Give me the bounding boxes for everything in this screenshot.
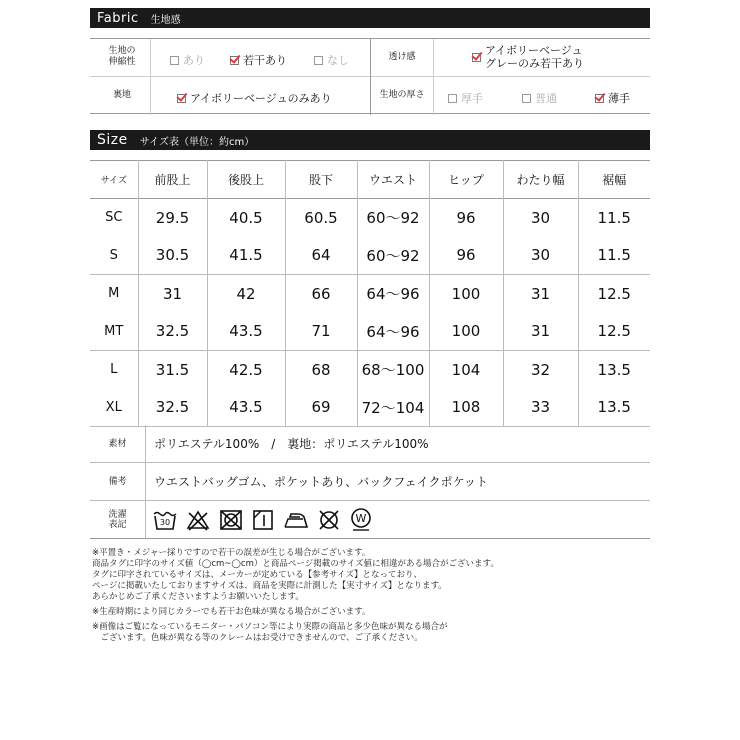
care-label: [90, 501, 146, 538]
thickness-label: 生地の厚さ: [379, 90, 425, 100]
divider: [433, 77, 434, 115]
measurement-cell: 64～96: [357, 275, 429, 313]
stretch-option-no: [314, 52, 349, 68]
size-name-cell: S: [90, 237, 138, 275]
size-name-cell: L: [90, 351, 138, 389]
column-header: ウエスト: [357, 161, 429, 199]
measurement-cell: 32.5: [138, 389, 207, 427]
checked-checkbox-icon: [177, 94, 186, 103]
table-row: [90, 313, 650, 351]
stretch-label-line1: 生地の: [108, 46, 136, 56]
divider: [433, 39, 434, 77]
stretch-label-line2: 伸縮性: [108, 57, 136, 67]
table-row: [90, 351, 650, 389]
measurement-cell: 42: [207, 275, 285, 313]
care-icons: [146, 506, 374, 534]
stretch-option-slight-label: 若干あり: [243, 54, 287, 67]
measurement-cell: 42.5: [207, 351, 285, 389]
table-row: [90, 275, 650, 313]
size-table-header-row: [90, 161, 650, 199]
measurement-cell: 43.5: [207, 389, 285, 427]
column-header: ヒップ: [429, 161, 503, 199]
measurement-cell: 108: [429, 389, 503, 427]
size-name-cell: SC: [90, 199, 138, 237]
measurement-cell: 30: [503, 199, 578, 237]
thickness-option-thin: [595, 90, 630, 106]
checkbox-icon: [314, 56, 323, 65]
stretch-option-no-label: なし: [327, 54, 349, 67]
measurement-cell: 33: [503, 389, 578, 427]
size-name-cell: XL: [90, 389, 138, 427]
column-header: わたり幅: [503, 161, 578, 199]
lining-value-text: アイボリーベージュのみあり: [190, 92, 332, 105]
measurement-cell: 11.5: [597, 246, 631, 265]
checkbox-icon: [448, 94, 457, 103]
measurement-cell: 29.5: [138, 199, 207, 237]
table-row: [90, 389, 650, 427]
measurement-cell: 30.5: [138, 237, 207, 275]
care-row: [90, 501, 650, 539]
measurement-cell: 100: [429, 313, 503, 351]
lining-value: [177, 90, 332, 106]
measurement-cell: 43.5: [207, 313, 285, 351]
measurement-cell: 100: [429, 275, 503, 313]
checkbox-icon: [170, 56, 179, 65]
sheer-value-line2: グレーのみ若干あり: [485, 57, 584, 70]
care-label-line2: 表記: [108, 519, 127, 530]
footnote: ※平置き・メジャー採りですので若干の誤差が生じる場合がございます。: [92, 548, 371, 558]
column-header: サイズ: [90, 161, 138, 199]
measurement-cell: 71: [285, 313, 357, 351]
measurement-cell: 60～92: [357, 237, 429, 275]
footnote: ※生産時期により同じカラーでも若干お色味が異なる場合がございます。: [92, 607, 371, 617]
checked-checkbox-icon: [230, 56, 239, 65]
material-row: [90, 425, 650, 463]
sheer-label: 透け感: [388, 52, 416, 62]
measurement-cell: 32: [503, 351, 578, 389]
thickness-option-thin-label: 薄手: [608, 92, 630, 105]
measurement-cell: 68～100: [357, 351, 429, 389]
size-name-cell: MT: [90, 313, 138, 351]
footnotes: [92, 548, 652, 644]
measurement-cell: 11.5: [597, 208, 631, 227]
measurement-cell: 40.5: [207, 199, 285, 237]
thickness-option-thick-label: 厚手: [461, 92, 483, 105]
stretch-option-slight: [230, 52, 287, 68]
divider: [150, 77, 151, 115]
checked-checkbox-icon: [472, 53, 481, 62]
size-subtitle: サイズ表（単位：約cm）: [139, 136, 255, 148]
wet-clean-mild-icon: [348, 506, 374, 534]
column-header: 前股上: [138, 161, 207, 199]
no-tumble-dry-icon: [218, 508, 244, 532]
measurement-cell: 41.5: [207, 237, 285, 275]
column-header: 後股上: [207, 161, 285, 199]
measurement-cell: 30: [503, 237, 578, 275]
thickness-option-normal-label: 普通: [535, 92, 557, 105]
measurement-cell: 60.5: [285, 199, 357, 237]
sheer-value-line1: アイボリーベージュ: [485, 44, 583, 57]
measurement-cell: 12.5: [597, 284, 631, 303]
column-header: 股下: [285, 161, 357, 199]
column-header: 裾幅: [602, 173, 627, 187]
size-name-cell: M: [90, 275, 138, 313]
table-row: [90, 199, 650, 237]
material-value: ポリエステル100% / 裏地：ポリエステル100%: [154, 437, 429, 451]
measurement-cell: 13.5: [597, 398, 631, 417]
measurement-cell: 69: [285, 389, 357, 427]
fabric-subtitle: 生地感: [150, 14, 181, 26]
wash-temp-text: 30: [159, 517, 171, 527]
measurement-cell: 96: [429, 237, 503, 275]
measurement-cell: 96: [429, 199, 503, 237]
measurement-cell: 13.5: [597, 360, 631, 379]
size-table: [90, 160, 650, 427]
thickness-option-thick: [448, 90, 483, 106]
size-table-body: [90, 199, 650, 427]
sheer-value: [472, 44, 584, 70]
measurement-cell: 60～92: [357, 199, 429, 237]
line-dry-shade-icon: [251, 508, 275, 532]
measurement-cell: 64: [285, 237, 357, 275]
measurement-cell: 31: [503, 313, 578, 351]
notes-value: ウエストバッグゴム、ポケットあり、バックフェイクポケット: [154, 475, 488, 489]
stretch-option-yes: [170, 52, 205, 68]
measurement-cell: 68: [285, 351, 357, 389]
footnote: ページに掲載いたしておりますサイズは、商品を実際に計測した【実寸サイズ】となります。: [92, 581, 447, 591]
wash-30-icon: [152, 508, 178, 532]
checkbox-icon: [522, 94, 531, 103]
size-section-header: [90, 130, 650, 150]
wet-clean-text: W: [355, 511, 367, 525]
fabric-table: [90, 38, 650, 114]
no-dry-clean-icon: [317, 508, 341, 532]
sheer-value-text: [485, 44, 584, 70]
footnote: 商品タグに印字のサイズ値（◯cm~◯cm）と商品ページ掲載のサイズ値に相違がある場合がございます。: [92, 559, 499, 569]
stretch-label: [94, 46, 150, 68]
size-title: Size: [97, 132, 128, 148]
care-label-line1: 洗濯: [108, 509, 127, 520]
measurement-cell: 31.5: [138, 351, 207, 389]
checked-checkbox-icon: [595, 94, 604, 103]
divider: [150, 39, 151, 77]
footnote: ※画像はご覧になっているモニター・パソコン等により実際の商品と多少色味が異なる場合が: [92, 622, 448, 632]
lining-label: 裏地: [112, 90, 131, 100]
iron-low-icon: [282, 508, 310, 532]
measurement-cell: 64～96: [357, 313, 429, 351]
thickness-option-normal: [522, 90, 557, 106]
material-label: 素材: [90, 425, 146, 462]
no-bleach-icon: [185, 508, 211, 532]
measurement-cell: 72～104: [357, 389, 429, 427]
measurement-cell: 32.5: [138, 313, 207, 351]
measurement-cell: 31: [138, 275, 207, 313]
measurement-cell: 31: [503, 275, 578, 313]
notes-row: [90, 463, 650, 501]
footnote: ございます。色味が異なる等のクレームはお受けできませんので、ご了承ください。: [92, 633, 423, 643]
fabric-title: Fabric: [97, 10, 139, 26]
divider: [370, 39, 371, 115]
fabric-section-header: [90, 8, 650, 28]
table-row: [90, 237, 650, 275]
footnote: あらかじめご了承くださいますようお願いいたします。: [92, 592, 304, 602]
measurement-cell: 66: [285, 275, 357, 313]
stretch-option-yes-label: あり: [183, 54, 205, 67]
measurement-cell: 12.5: [597, 322, 631, 341]
measurement-cell: 104: [429, 351, 503, 389]
notes-label: 備考: [90, 463, 146, 500]
footnote: タグに印字されているサイズは、メーカーが定めている【参考サイズ】となっており、: [92, 570, 422, 580]
